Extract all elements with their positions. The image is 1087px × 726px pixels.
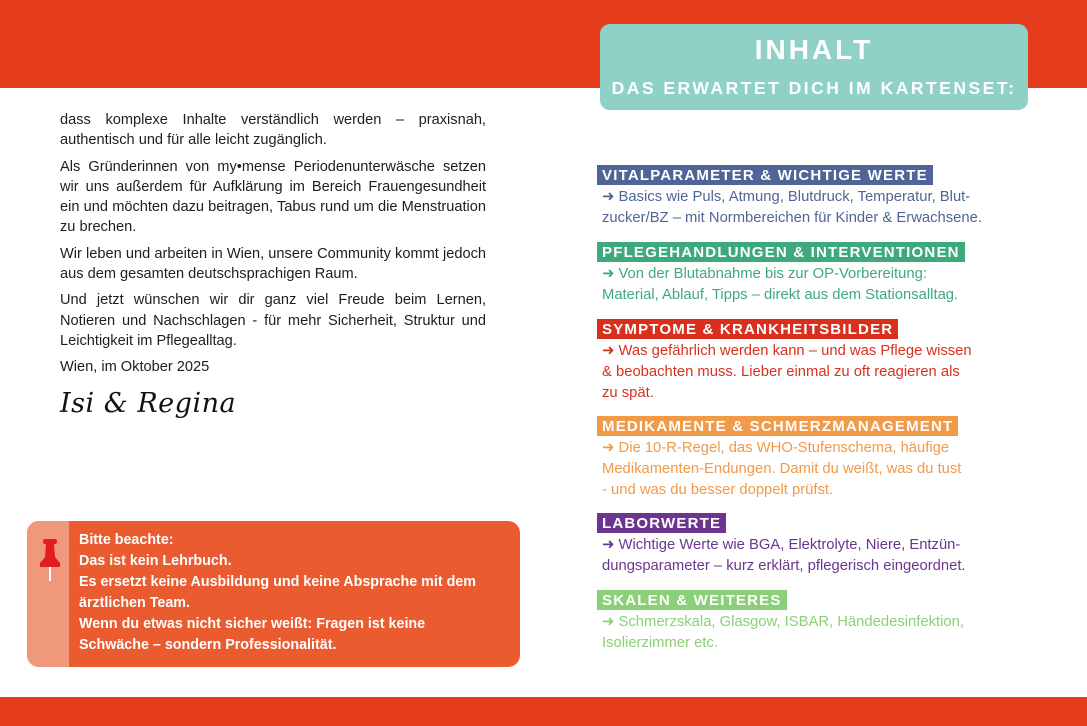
bottom-color-bar	[0, 697, 1087, 726]
section-body	[597, 612, 1037, 654]
paragraph: Wir leben und arbeiten in Wien, unsere Community kommt jedoch aus dem gesamten deutschsprachigen Raum.	[60, 245, 486, 283]
section-body	[597, 341, 1037, 404]
section-line: ➜ Schmerzskala, Glasgow, ISBAR, Händedesinfektion,	[602, 614, 964, 630]
paragraph: dass komplexe Inhalte verständlich werden – praxisnah, authentisch und für alle leicht zugänglich.	[60, 112, 486, 149]
notice-line: ärztlichen Team.	[79, 595, 190, 611]
notice-line: Wenn du etwas nicht sicher weißt: Fragen ist keine	[79, 616, 426, 632]
section-line: - und was du besser doppelt prüfst.	[602, 482, 834, 498]
notice-text	[79, 530, 509, 656]
section-line: & beobachten muss. Lieber einmal zu oft reagieren als	[602, 364, 960, 380]
place-date: Wien, im Oktober 2025	[60, 359, 210, 376]
paragraph: Und jetzt wünschen wir dir ganz viel Freude beim Lernen, Notieren und Nachschlagen - für mehr Sicherheit, Struktur und Leichtigkeit im Pflegealltag.	[60, 292, 486, 349]
section-pflegehandlungen	[597, 242, 1037, 306]
intro-text	[60, 110, 486, 384]
section-medikamente	[597, 416, 1037, 501]
notice-line: Es ersetzt keine Ausbildung und keine Absprache mit dem	[79, 574, 476, 590]
section-line: dungsparameter – kurz erklärt, pflegerisch eingeordnet.	[602, 558, 966, 574]
section-vitalparameter	[597, 165, 1037, 229]
notice-line: Schwäche – sondern Professionalität.	[79, 637, 337, 653]
section-body	[597, 535, 1037, 577]
contents-subtitle: DAS ERWARTET DICH IM KARTENSET:	[611, 78, 1017, 98]
contents-header	[600, 24, 1028, 110]
notice-line: Bitte beachte:	[79, 532, 174, 548]
section-heading: MEDIKAMENTE & SCHMERZMANAGEMENT	[597, 416, 958, 436]
section-heading: PFLEGEHANDLUNGEN & INTERVENTIONEN	[597, 242, 965, 262]
section-line: zucker/BZ – mit Normbereichen für Kinder & Erwachsene.	[602, 210, 982, 226]
section-line: ➜ Was gefährlich werden kann – und was Pflege wissen	[602, 343, 972, 359]
contents-title: INHALT	[754, 34, 874, 65]
section-line: ➜ Basics wie Puls, Atmung, Blutdruck, Temperatur, Blut-	[602, 189, 971, 205]
section-heading: VITALPARAMETER & WICHTIGE WERTE	[597, 165, 933, 185]
section-line: Medikamenten-Endungen. Damit du weißt, was du tust	[602, 461, 962, 477]
section-line: ➜ Von der Blutabnahme bis zur OP-Vorbereitung:	[602, 266, 927, 282]
section-heading: LABORWERTE	[597, 513, 726, 533]
pushpin-icon	[37, 537, 63, 585]
section-symptome	[597, 319, 1037, 404]
section-body	[597, 438, 1037, 501]
section-laborwerte	[597, 513, 1037, 577]
signature: Isi & Regina	[60, 388, 237, 419]
notice-box	[27, 521, 520, 667]
section-body	[597, 187, 1037, 229]
section-line: Material, Ablauf, Tipps – direkt aus dem Stationsalltag.	[602, 287, 959, 303]
section-line: Isolierzimmer etc.	[602, 635, 718, 651]
section-line: ➜ Wichtige Werte wie BGA, Elektrolyte, Niere, Entzün-	[602, 537, 961, 553]
section-line: zu spät.	[602, 385, 654, 401]
section-line: ➜ Die 10-R-Regel, das WHO-Stufenschema, häufige	[602, 440, 950, 456]
paragraph: Als Gründerinnen von my•mense Periodenunterwäsche setzen wir uns außerdem für Aufklärung im Bereich Frauengesundheit ein und möchten dazu beitragen, Tabus rund um die Menstruation zu brechen.	[60, 158, 486, 236]
section-heading: SKALEN & WEITERES	[597, 590, 787, 610]
section-heading: SYMPTOME & KRANKHEITSBILDER	[597, 319, 898, 339]
notice-line: Das ist kein Lehrbuch.	[79, 553, 232, 569]
section-skalen	[597, 590, 1037, 654]
section-body	[597, 264, 1037, 306]
